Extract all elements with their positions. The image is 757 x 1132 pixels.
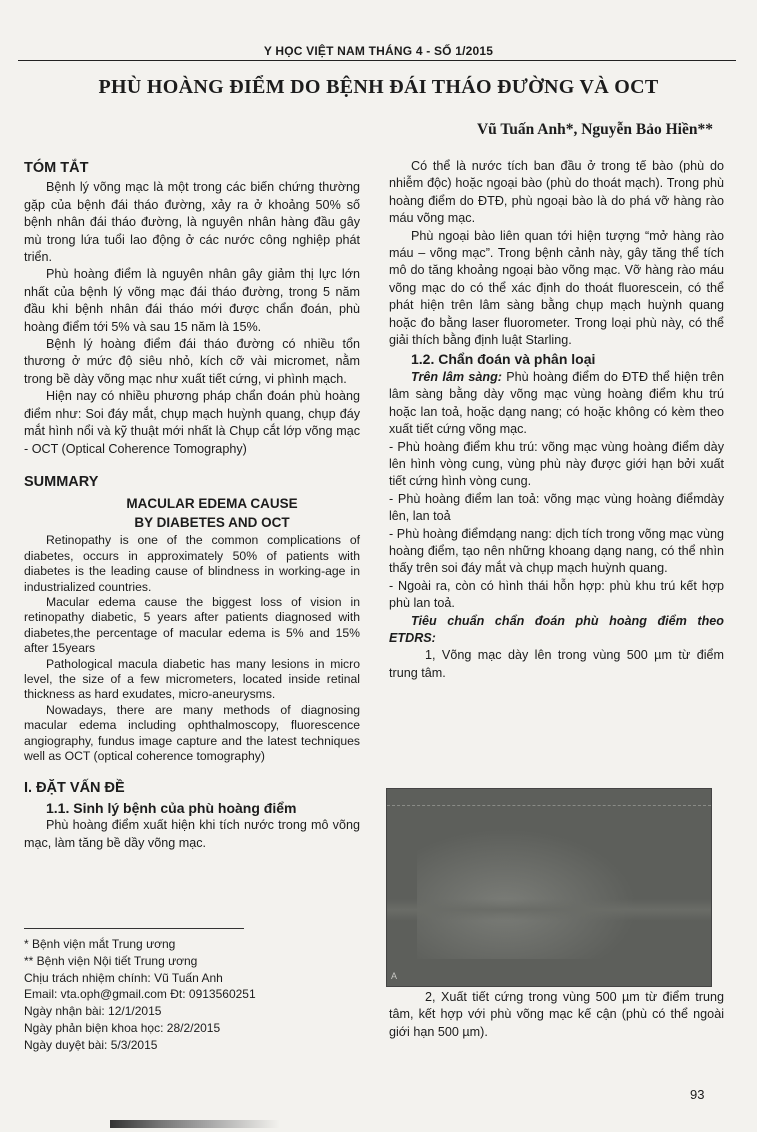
bullet-item: - Phù hoàng điểm khu trú: võng mạc vùng hoàng điểm dày lên hình vòng cung, vùng phù này được giới hạn bởi xuất tiết cứng hình vòng cung. [389, 439, 724, 489]
clinical-text: Phù hoàng điểm do ĐTĐ thể hiện trên lâm sàng bằng dày võng mạc vùng hoàng điểm khu trú hoặc lan toả, hoặc dạng nang; có hoặc không có kèm theo xuất tiết cứng võng mạc. [389, 369, 724, 437]
scan-glow [417, 829, 637, 959]
summary-heading: SUMMARY [24, 473, 99, 490]
footnote: Ngày phản biện khoa học: 28/2/2015 [24, 1020, 221, 1035]
body-para: Phù ngoại bào liên quan tới hiện tượng “mở hàng rào máu – võng mạc”. Trong bệnh cảnh này, gây tăng thể tích mô do tăng khoảng ngoại bào võng mạc. Vỡ hàng rào máu võng mạc do có thể xác định do thoát fluorescein, có thể phát hiện trên lâm sàng bằng chụp mạch huỳnh quang hoặc đo bằng laser fluorometer. Trong loại phù này, có thể giải thích bằng định luật Starling. [389, 228, 724, 348]
right-column-bottom [389, 989, 724, 1041]
left-column [24, 158, 360, 852]
abstract-para: Bệnh lý hoàng điểm đái tháo đường có nhiều tổn thương ở mức độ siêu nhỏ, kích cỡ vài micromet, nằm trong bề dày võng mạc như xuất tiết cứng, vi phình mạch. [24, 337, 360, 386]
journal-header: Y HỌC VIỆT NAM THÁNG 4 - SỐ 1/2015 [263, 44, 494, 58]
bullet-item: - Phù hoàng điểmdạng nang: dịch tích trong võng mạc vùng hoàng điểm, tạo nên những khoang dạng nang, có thể nhìn thấy trên soi đáy mắt và chụp mạch huỳnh quang. [389, 526, 724, 576]
footnote-rule [24, 928, 244, 929]
figure-mark: A [391, 971, 398, 981]
clinical-para [389, 369, 724, 439]
footnote: * Bệnh viện mắt Trung ương [24, 937, 176, 951]
footnote: ** Bệnh viện Nội tiết Trung ương [24, 953, 198, 968]
criterion-1: 1, Võng mạc dày lên trong vùng 500 µm từ điểm trung tâm. [389, 648, 724, 680]
footnotes [24, 936, 360, 1054]
summary-title-line: MACULAR EDEMA CAUSE [126, 496, 298, 512]
retina-band [387, 899, 711, 921]
abstract-para: Hiện nay có nhiều phương pháp chẩn đoán phù hoàng điểm như: Soi đáy mắt, chụp mạch huỳnh quang, chụp đáy mắt hình nổi và kỹ thuật mới nhất là Chụp cắt lớp võng mạc - OCT (Optical Coherence Tomography) [24, 389, 360, 456]
subsection-heading: 1.1. Sinh lý bệnh của phù hoàng điểm [46, 799, 297, 816]
footnote: Ngày duyệt bài: 5/3/2015 [24, 1037, 158, 1052]
abstract-para: Bệnh lý võng mạc là một trong các biến chứng thường gặp của bệnh đái tháo đường, xảy ra ở khoảng 50% số bệnh nhân đái tháo đường, là nguyên nhân hàng đầu gây mù trong lứa tuổi lao động ở các nước công nghiệp phát triển. [24, 180, 360, 265]
section-heading: I. ĐẶT VẤN ĐỀ [24, 780, 125, 797]
etdrs-heading: Tiêu chuẩn chẩn đoán phù hoàng điểm theo ETDRS: [389, 613, 724, 645]
body-para: Phù hoàng điểm xuất hiện khi tích nước trong mô võng mạc, làm tăng bề dầy võng mạc. [24, 818, 360, 850]
summary-para: Macular edema cause the biggest loss of vision in retinopathy diabetic, 5 years after patients diagnosed with diabetes,the percentage of macular edema is 5% and 15% after 15years [24, 594, 360, 656]
footnote: Ngày nhận bài: 12/1/2015 [24, 1004, 162, 1019]
article-title: PHÙ HOÀNG ĐIỂM DO BỆNH ĐÁI THÁO ĐƯỜNG VÀ OCT [98, 76, 659, 98]
abstract-para: Phù hoàng điểm là nguyên nhân gây giảm thị lực lớn nhất của bệnh lý võng mạc đái tháo đường, trong 5 năm đầu khi bệnh nhân đái tháo mới được chẩn đoán, phù hoàng điểm tới 5% và sau 15 năm là 15%. [24, 267, 360, 334]
page-number: 93 [690, 1087, 705, 1102]
clinical-label: Trên lâm sàng: [411, 369, 502, 384]
abstract-heading: TÓM TẮT [24, 160, 89, 176]
summary-para: Retinopathy is one of the common complications of diabetes, occurs in approximately 50% of patients with diabetes is the leading cause of blindness in working-age in industrialized countries. [24, 533, 360, 594]
right-column [389, 158, 724, 682]
subsection-heading: 1.2. Chẩn đoán và phân loại [411, 351, 596, 368]
summary-para: Nowadays, there are many methods of diagnosing macular edema including ophthalmoscopy, fluorescence angiography, fundus image capture and the latest techniques well as OCT (optical coherence tomography) [24, 702, 360, 763]
bullet-item: - Phù hoàng điểm lan toả: võng mạc vùng hoàng điểmdày lên, lan toả [389, 491, 724, 524]
body-para: Có thể là nước tích ban đầu ở trong tế bào (phù do nhiễm độc) hoặc ngoại bào (phù do thoát mạch). Trong phù hoàng điểm do ĐTĐ, phù ngoại bào là do phá vỡ hàng rào máu võng mạc. [389, 159, 724, 226]
oct-scan-image [386, 788, 712, 987]
scan-artifact [110, 1120, 280, 1128]
bullet-item: - Ngoài ra, còn có hình thái hỗn hợp: phù khu trú kết hợp phù lan toả. [389, 578, 724, 611]
authors: Vũ Tuấn Anh*, Nguyễn Bảo Hiền** [476, 121, 713, 138]
footnote: Chịu trách nhiệm chính: Vũ Tuấn Anh [24, 970, 223, 985]
footnote: Email: vta.oph@gmail.com Đt: 0913560251 [24, 987, 256, 1002]
scan-dotted-line [387, 805, 711, 812]
summary-para: Pathological macula diabetic has many lesions in micro level, the size of a few micrometers, located inside retinal thickness as hard exudates, micro-aneurysms. [24, 656, 360, 702]
summary-body [24, 533, 360, 764]
header-rule [18, 60, 736, 61]
summary-title-line: BY DIABETES AND OCT [134, 515, 290, 531]
criterion-2: 2, Xuất tiết cứng trong vùng 500 µm từ điểm trung tâm, kết hợp với phù võng mạc kế cận (phù có thể ngoài giới hạn 500 µm). [389, 990, 724, 1039]
